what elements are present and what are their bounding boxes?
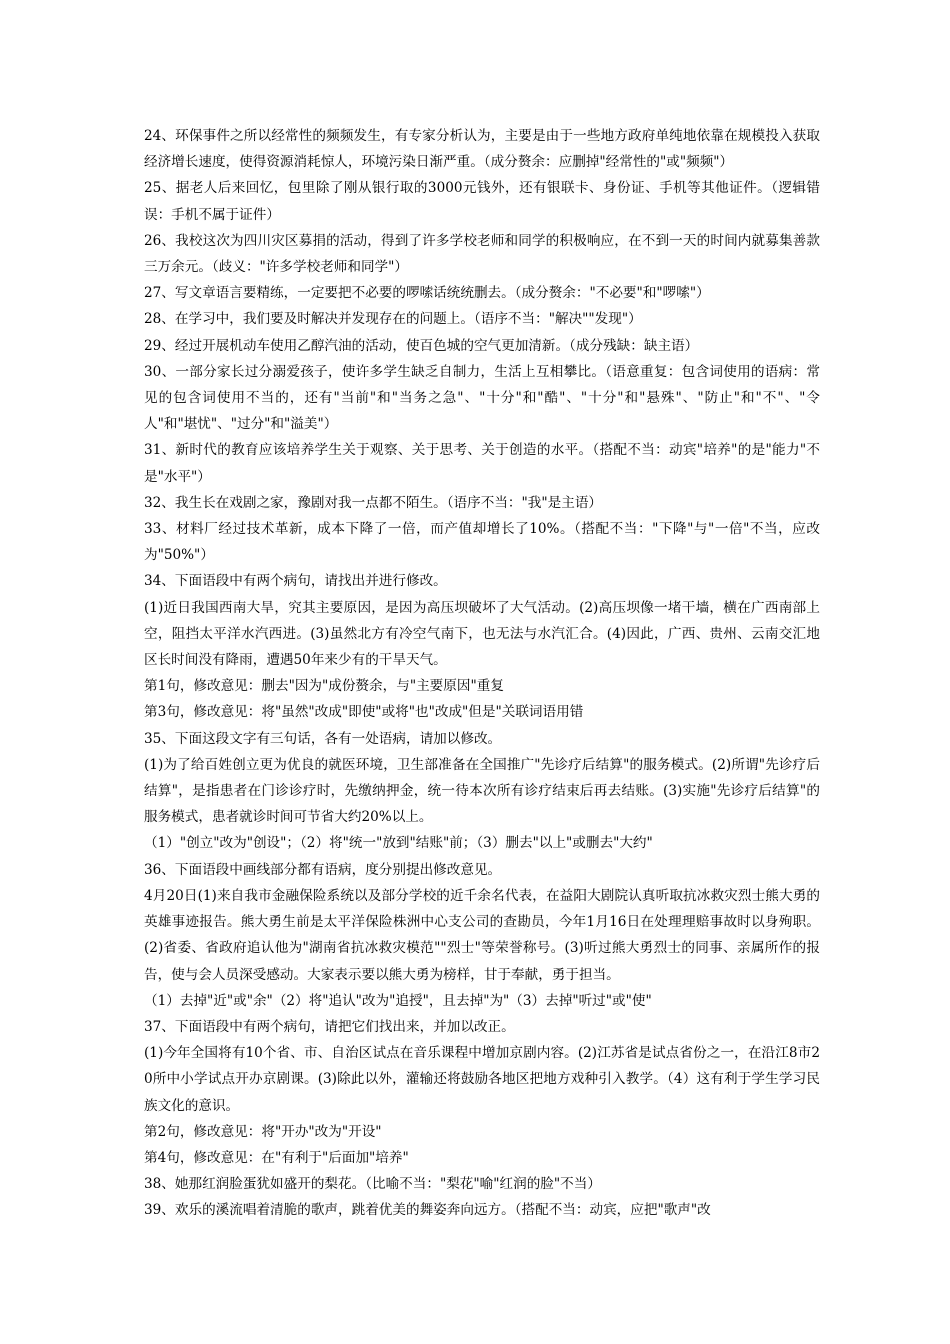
paragraph-28: 28、在学习中，我们要及时解决并发现存在的问题上。（语序不当："解决""发现"）	[144, 311, 642, 328]
question-35-prompt: 35、下面这段文字有三句话，各有一处语病，请加以修改。	[144, 730, 502, 747]
paragraph-38: 38、她那红润脸蛋犹如盛开的梨花。（比喻不当："梨花"喻"红润的脸"不当）	[144, 1176, 601, 1193]
paragraph-24: 24、环保事件之所以经常性的频频发生，有专家分析认为，主要是由于一些地方政府单纯地依靠在规模投入获取经济增长速度，使得资源消耗惊人，环境污染日渐严重。（成分赘余：应删掉"经常性的"或"频频"）	[144, 128, 820, 171]
paragraph-39: 39、欢乐的溪流唱着清脆的歌声，跳着优美的舞姿奔向远方。（搭配不当：动宾，应把"歌声"改	[144, 1202, 711, 1219]
question-34-prompt: 34、下面语段中有两个病句，请找出并进行修改。	[144, 573, 447, 590]
question-34-passage: (1)近日我国西南大旱，究其主要原因，是因为高压坝破坏了大气活动。(2)高压坝像一堵干墙，横在广西南部上空，阻挡太平洋水汽西进。(3)虽然北方有冷空气南下，也无法与水汽汇合。(4)因此，广西、贵州、云南交汇地区长时间没有降雨，遭遇50年来少有的干旱天气。	[144, 599, 820, 669]
question-35-answer: （1）"创立"改为"创设"；（2）将"统一"放到"结账"前；（3）删去"以上"或删去"大约"	[144, 835, 653, 852]
document-page	[144, 123, 820, 1224]
question-36-prompt: 36、下面语段中画线部分都有语病，度分别提出修改意见。	[144, 861, 502, 878]
paragraph-33: 33、材料厂经过技术革新，成本下降了一倍，而产值却增长了10%。（搭配不当："下降"与"一倍"不当，应改为"50%"）	[144, 521, 820, 564]
question-34-answer-2: 第3句，修改意见：将"虽然"改成"即使"或将"也"改成"但是"关联词语用错	[144, 704, 584, 721]
paragraph-25: 25、据老人后来回忆，包里除了刚从银行取的3000元钱外，还有银联卡、身份证、手机等其他证件。（逻辑错误：手机不属于证件）	[144, 180, 820, 223]
question-37-answer-1: 第2句，修改意见：将"开办"改为"开设"	[144, 1123, 382, 1140]
paragraph-30: 30、一部分家长过分溺爱孩子，使许多学生缺乏自制力，生活上互相攀比。（语意重复：包含词使用的语病：常见的包含词使用不当的，还有"当前"和"当务之急"、"十分"和"酷"、"十分"和"悬殊"、"防止"和"不"、"令人"和"堪忧"、"过分"和"溢美"）	[144, 363, 820, 433]
question-37-passage: (1)今年全国将有10个省、市、自治区试点在音乐课程中增加京剧内容。(2)江苏省是试点省份之一，在沿江8市20所中小学试点开办京剧课。(3)除此以外，灌输还将鼓励各地区把地方戏种引入教学。（4）这有利于学生学习民族文化的意识。	[144, 1045, 820, 1114]
paragraph-29: 29、经过开展机动车使用乙醇汽油的活动，使百色城的空气更加清新。（成分残缺：缺主语）	[144, 337, 699, 354]
paragraph-31: 31、新时代的教育应该培养学生关于观察、关于思考、关于创造的水平。（搭配不当：动宾"培养"的是"能力"不是"水平"）	[144, 442, 820, 485]
question-36-passage: 4月20日(1)来自我市金融保险系统以及部分学校的近千余名代表，在益阳大剧院认真听取抗冰救灾烈士熊大勇的英雄事迹报告。熊大勇生前是太平洋保险株洲中心支公司的查勘员，今年1月16日在处理理赔事故时以身殉职。(2)省委、省政府追认他为"湖南省抗冰救灾模范""烈士"等荣誉称号。(3)听过熊大勇烈士的同事、亲属所作的报告，使与会人员深受感动。大家表示要以熊大勇为榜样，甘于奉献，勇于担当。	[144, 887, 820, 983]
question-37-answer-2: 第4句，修改意见：在"有利于"后面加"培养"	[144, 1149, 409, 1166]
question-36-answer: （1）去掉"近"或"余"（2）将"追认"改为"追授"，且去掉"为"（3）去掉"听过"或"使"	[144, 992, 652, 1009]
question-35-passage: (1)为了给百姓创立更为优良的就医环境，卫生部准备在全国推广"先诊疗后结算"的服务模式。(2)所谓"先诊疗后结算"，是指患者在门诊诊疗时，先缴纳押金，统一待本次所有诊疗结束后再去结账。(3)实施"先诊疗后结算"的服务模式，患者就诊时间可节省大约20%以上。	[144, 756, 820, 826]
paragraph-32: 32、我生长在戏剧之家，豫剧对我一点都不陌生。（语序不当："我"是主语）	[144, 494, 603, 511]
paragraph-26: 26、我校这次为四川灾区募捐的活动，得到了许多学校老师和同学的积极响应，在不到一天的时间内就募集善款三万余元。（歧义："许多学校老师和同学"）	[144, 232, 820, 276]
paragraph-27: 27、写文章语言要精练，一定要把不必要的啰嗦话统统删去。（成分赘余："不必要"和"啰嗦"）	[144, 285, 710, 302]
question-37-prompt: 37、下面语段中有两个病句，请把它们找出来，并加以改正。	[144, 1018, 515, 1035]
question-34-answer-1: 第1句，修改意见：删去"因为"成份赘余，与"主要原因"重复	[144, 678, 504, 695]
